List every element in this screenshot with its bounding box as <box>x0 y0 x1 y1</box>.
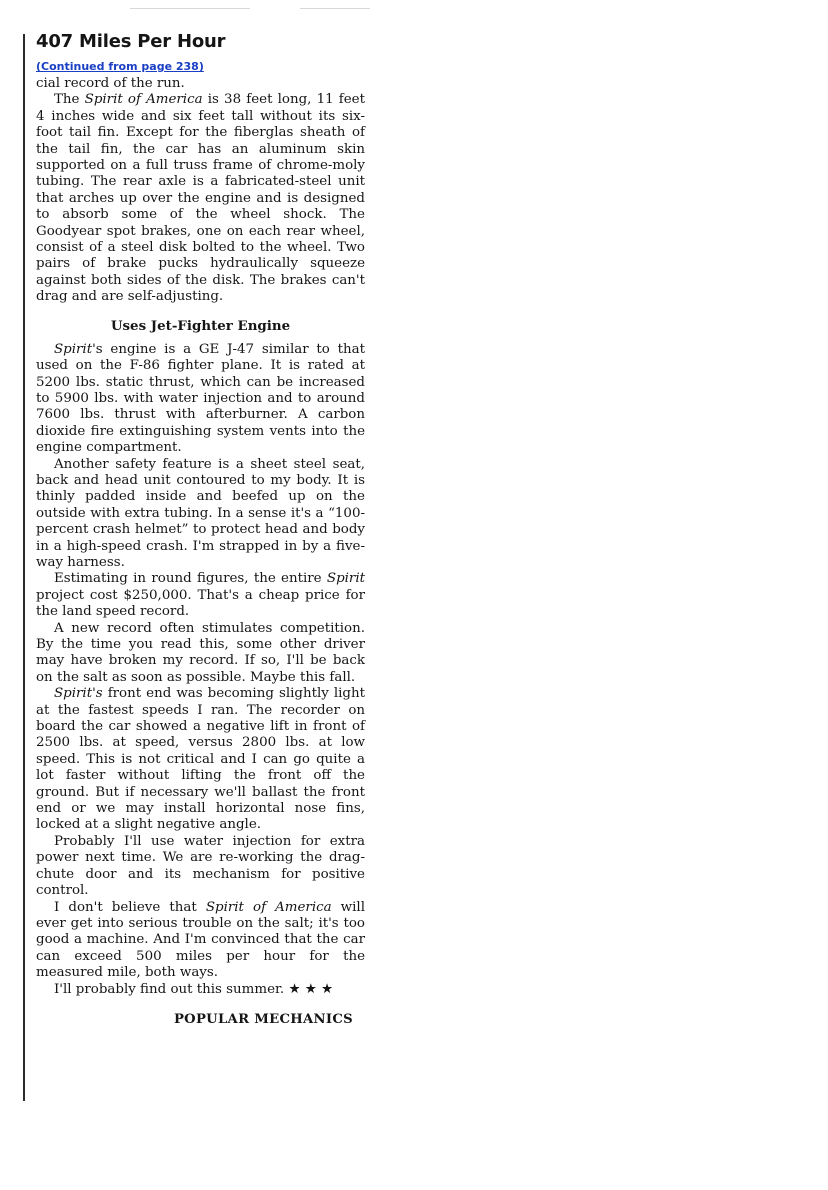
paragraph-text: front end was becoming slightly light at the fastest speeds I ran. The recorder on board the car showed a negative lift in front of 2500 lbs. at speed, versus 2800 lbs. at low speed. This is not critical and I can go quite a lot faster without lifting the front off the ground. But if necessary we'll ballast the front end or we may install horizontal nose fins, locked at a slight negative angle. <box>36 686 365 833</box>
italic-text: Spirit's <box>54 686 103 702</box>
scan-artifact <box>300 8 370 9</box>
paragraph-text: Estimating in round figures, the entire <box>54 571 327 587</box>
paragraph-text: cial record of the run. <box>36 76 185 91</box>
article-paragraph <box>36 571 365 620</box>
article-column <box>36 30 365 1028</box>
article-paragraph <box>36 621 365 687</box>
article-paragraph <box>36 92 365 305</box>
italic-text: Spirit <box>326 571 365 587</box>
article-body-part2 <box>36 342 365 998</box>
column-rule <box>23 34 25 1101</box>
section-subhead: Uses Jet-Fighter Engine <box>110 317 291 334</box>
paragraph-text: 's engine is a GE J-47 similar to that used on the F-86 fighter plane. It is rated at 5200 lbs. static thrust, which can be increased to 5900 lbs. with water injection and to around 7600 lbs. thrust with afterburner. A carbon dioxide fire extinguishing system vents into the engine compartment. <box>36 341 365 456</box>
paragraph-text: A new record often stimulates competition. By the time you read this, some other driver may have broken my record. If so, I'll be back on the salt as soon as possible. Maybe this fall. <box>36 620 365 685</box>
paragraph-text: Probably I'll use water injection for extra power next time. We are re-working the drag-chute door and its mechanism for positive control. <box>36 833 365 899</box>
italic-text: Spirit of America <box>84 92 203 108</box>
article-paragraph <box>36 982 365 998</box>
article-paragraph <box>36 686 365 834</box>
paragraph-text: is 38 feet long, 11 feet 4 inches wide and six feet tall without its six-foot tail fin. Except for the fiberglas sheath of the tail fin, the car has an aluminum skin supported on a full truss frame of chrome-moly tubing. The rear axle is a fabricated-steel unit that arches up over the engine and is designed to absorb some of the wheel shock. The Goodyear spot brakes, one on each rear wheel, consist of a steel disk bolted to the wheel. Two pairs of brake pucks hydraulically squeeze against both sides of the disk. The brakes can't drag and are self-adjusting. <box>36 92 365 305</box>
article-title: 407 Miles Per Hour <box>36 31 226 52</box>
article-paragraph <box>36 342 365 457</box>
paragraph-text: I don't believe that <box>54 899 206 915</box>
continued-link[interactable]: (Continued from page 238) <box>36 60 204 73</box>
italic-text: Spirit <box>54 341 93 357</box>
italic-text: Spirit of America <box>205 899 332 915</box>
paragraph-text: I'll probably find out this summer. ★ ★ ★ <box>54 981 333 997</box>
article-body-part1 <box>36 76 365 306</box>
article-paragraph <box>36 457 365 572</box>
publication-footer: POPULAR MECHANICS <box>173 1011 353 1027</box>
paragraph-text: project cost $250,000. That's a cheap price for the land speed record. <box>36 587 365 620</box>
paragraph-text: Another safety feature is a sheet steel seat, back and head unit contoured to my body. It is thinly padded inside and beefed up on the outside with extra tubing. In a sense it's a “100-percent crash helmet” to protect head and body in a high-speed crash. I'm strapped in by a five-way harness. <box>36 456 365 570</box>
paragraph-text: will ever get into serious trouble on the salt; it's too good a machine. And I'm convinced that the car can exceed 500 miles per hour for the measured mile, both ways. <box>36 899 365 981</box>
article-paragraph <box>36 834 365 900</box>
paragraph-text: The <box>54 92 85 108</box>
article-paragraph <box>36 900 365 982</box>
article-paragraph <box>36 76 365 92</box>
scan-artifact <box>130 8 250 9</box>
